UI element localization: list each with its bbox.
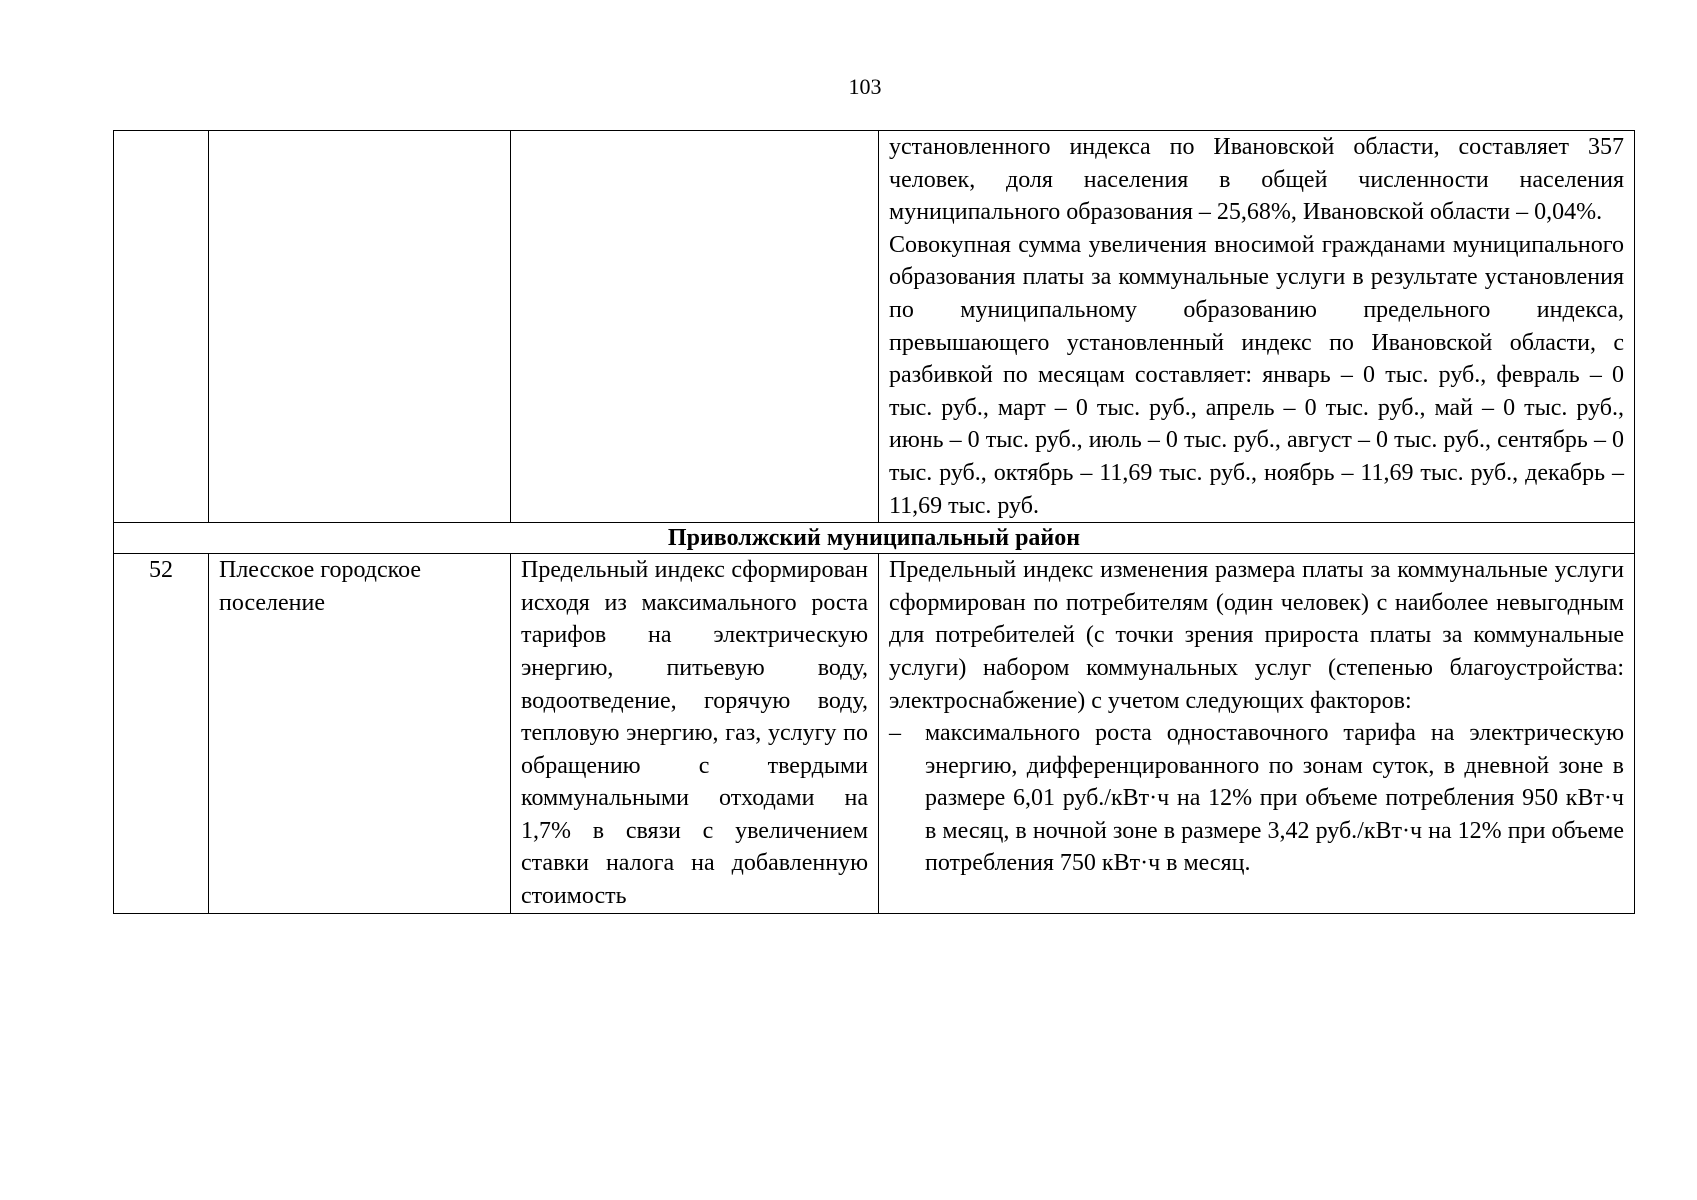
municipality-name-cell: Плесское городское поселение bbox=[209, 554, 511, 914]
table-row-continued bbox=[114, 131, 1635, 523]
description-paragraph: Предельный индекс изменения размера платы за коммунальные услуги сформирован по потребителям (один человек) с наиболее невыгодным для потребителей (с точки зрения прироста платы за коммунальные услуги) набором коммунальных услуг (степенью благоустройства: электроснабжение) с учетом следующих факторов: bbox=[889, 557, 1624, 714]
index-basis-cell bbox=[511, 131, 879, 523]
index-description-cell bbox=[879, 554, 1635, 914]
index-description-cell bbox=[879, 131, 1635, 523]
bullet-item bbox=[889, 717, 1624, 880]
section-title: Приволжский муниципальный район bbox=[114, 523, 1635, 554]
section-row bbox=[114, 523, 1635, 554]
municipality-name-cell bbox=[209, 131, 511, 523]
row-number-cell: 52 bbox=[114, 554, 209, 914]
dash-bullet-icon: – bbox=[889, 720, 901, 747]
bullet-text: максимального роста одноставочного тарифа на электрическую энергию, дифференцированного по зонам суток, в дневной зоне в размере 6,01 руб./кВт·ч на 12% при объеме потребления 950 кВт·ч в месяц, в ночной зоне в размере 3,42 руб./кВт·ч на 12% при объеме потребления 750 кВт·ч в месяц. bbox=[925, 720, 1624, 877]
row-number-cell bbox=[114, 131, 209, 523]
description-paragraph: установленного индекса по Ивановской области, составляет 357 человек, доля населения в общей численности населения муниципального образования – 25,68%, Ивановской области – 0,04%. bbox=[889, 134, 1624, 226]
index-basis-cell: Предельный индекс сформирован исходя из максимального роста тарифов на электрическую энергию, питьевую воду, водоотведение, горячую воду, тепловую энергию, газ, услугу по обращению с твердыми коммунальными отходами на 1,7% в связи с увеличением ставки налога на добавленную стоимость bbox=[511, 554, 879, 914]
municipal-index-table bbox=[113, 130, 1635, 914]
table-row-52 bbox=[114, 554, 1635, 914]
description-paragraph: Совокупная сумма увеличения вносимой гражданами муниципального образования платы за коммунальные услуги в результате установления по муниципальному образованию предельного индекса, превышающего установленный индекс по Ивановской области, с разбивкой по месяцам составляет: январь – 0 тыс. руб., февраль – 0 тыс. руб., март – 0 тыс. руб., апрель – 0 тыс. руб., май – 0 тыс. руб., июнь – 0 тыс. руб., июль – 0 тыс. руб., август – 0 тыс. руб., сентябрь – 0 тыс. руб., октябрь – 11,69 тыс. руб., ноябрь – 11,69 тыс. руб., декабрь – 11,69 тыс. руб. bbox=[889, 231, 1624, 519]
page-number: 103 bbox=[848, 74, 882, 99]
